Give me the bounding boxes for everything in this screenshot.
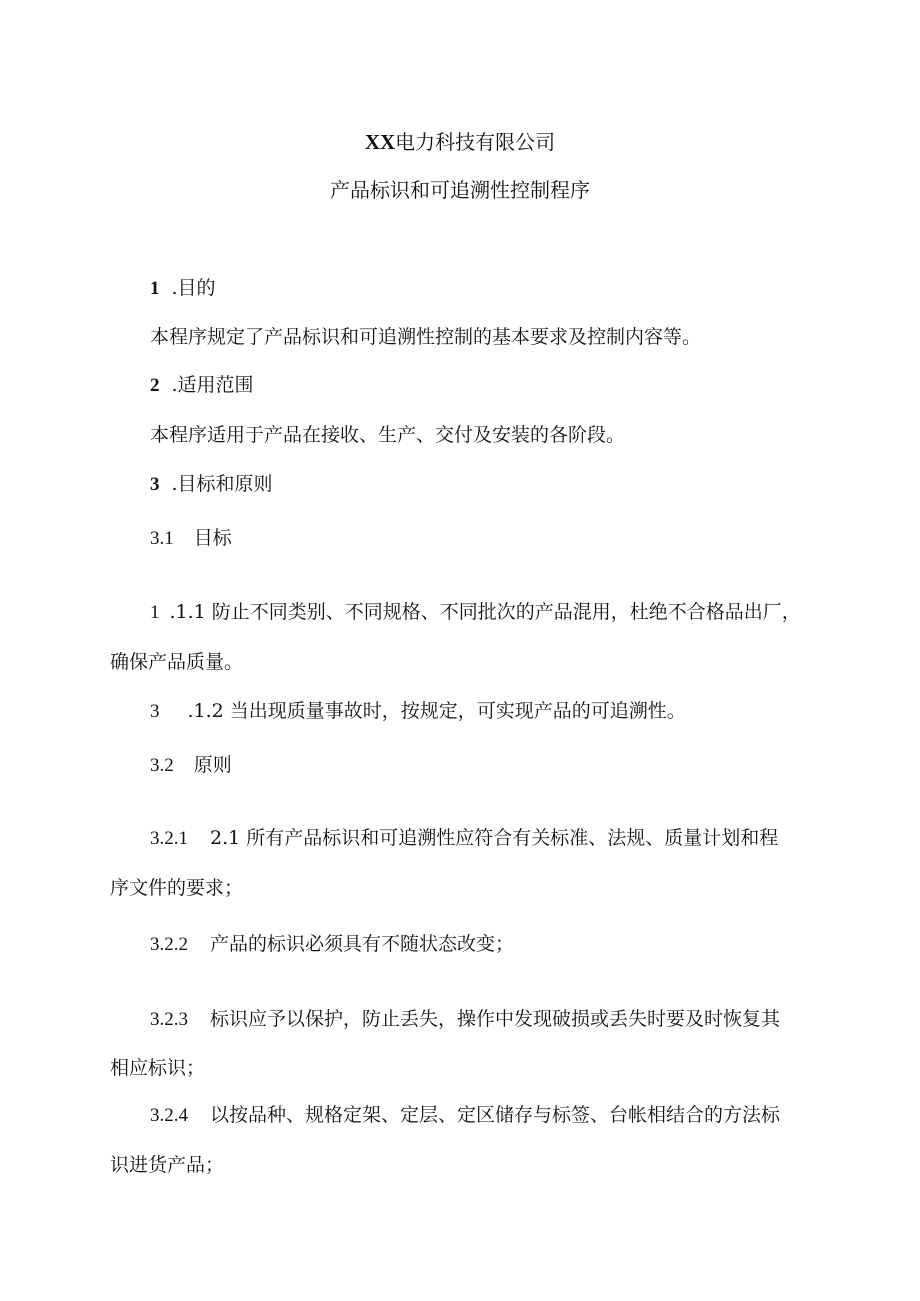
- item-3-1-2-text: .1.2 当出现质量事故时，按规定，可实现产品的可追溯性。: [187, 700, 686, 722]
- section-1-number: 1: [150, 278, 160, 299]
- item-3-1-1-line-1: [150, 600, 801, 625]
- section-1-title: .目的: [171, 277, 216, 299]
- subsection-3-2-title: 原则: [193, 754, 232, 776]
- section-2-heading: [150, 373, 254, 398]
- item-3-2-3-line-2: 相应标识；: [110, 1057, 206, 1079]
- item-3-2-4-line-2: 识进货产品；: [110, 1154, 225, 1176]
- company-prefix: XX: [364, 130, 396, 154]
- company-title: [0, 130, 920, 154]
- subsection-3-1-title: 目标: [193, 527, 232, 549]
- section-2-title: .适用范围: [171, 374, 254, 396]
- section-1-heading: [150, 276, 216, 301]
- item-3-1-1-number: 1: [150, 602, 160, 623]
- section-2-number: 2: [150, 375, 160, 396]
- item-3-2-2-number: 3.2.2: [150, 934, 188, 955]
- item-3-1-1-line-2: 确保产品质量。: [110, 651, 244, 673]
- item-3-2-3-line-1: [150, 1007, 780, 1032]
- item-3-1-2: [150, 699, 686, 724]
- item-3-2-4-number: 3.2.4: [150, 1105, 188, 1126]
- section-3-number: 3: [150, 474, 160, 495]
- item-3-2-3-text: 标识应予以保护，防止丢失，操作中发现破损或丢失时要及时恢复其: [210, 1008, 781, 1030]
- item-3-2-1-line-1: [150, 826, 778, 851]
- document-title: 产品标识和可追溯性控制程序: [330, 178, 590, 202]
- item-3-2-1-number: 3.2.1: [150, 828, 188, 849]
- item-3-2-2: [150, 932, 514, 957]
- item-3-2-3-number: 3.2.3: [150, 1009, 188, 1030]
- section-2-body: 本程序适用于产品在接收、生产、交付及安装的各阶段。: [150, 424, 626, 446]
- section-1-body: 本程序规定了产品标识和可追溯性控制的基本要求及控制内容等。: [150, 326, 702, 348]
- section-3-title: .目标和原则: [171, 473, 273, 495]
- item-3-2-4-line-1: [150, 1103, 780, 1128]
- company-name: 电力科技有限公司: [395, 130, 556, 154]
- subsection-3-1-number: 3.1: [150, 528, 174, 549]
- section-3-heading: [150, 472, 273, 497]
- subsection-3-2: [150, 753, 232, 778]
- subsection-3-1: [150, 526, 232, 551]
- item-3-2-2-text: 产品的标识必须具有不随状态改变；: [210, 933, 515, 955]
- subsection-3-2-number: 3.2: [150, 755, 174, 776]
- item-3-1-1-text: .1.1 防止不同类别、不同规格、不同批次的产品混用，杜绝不合格品出厂，: [169, 601, 801, 623]
- item-3-2-1-text: 2.1 所有产品标识和可追溯性应符合有关标准、法规、质量计划和程: [210, 827, 779, 849]
- item-3-2-1-line-2: 序文件的要求；: [110, 877, 244, 899]
- item-3-1-2-number: 3: [150, 701, 160, 722]
- item-3-2-4-text: 以按品种、规格定架、定层、定区储存与标签、台帐相结合的方法标: [210, 1104, 781, 1126]
